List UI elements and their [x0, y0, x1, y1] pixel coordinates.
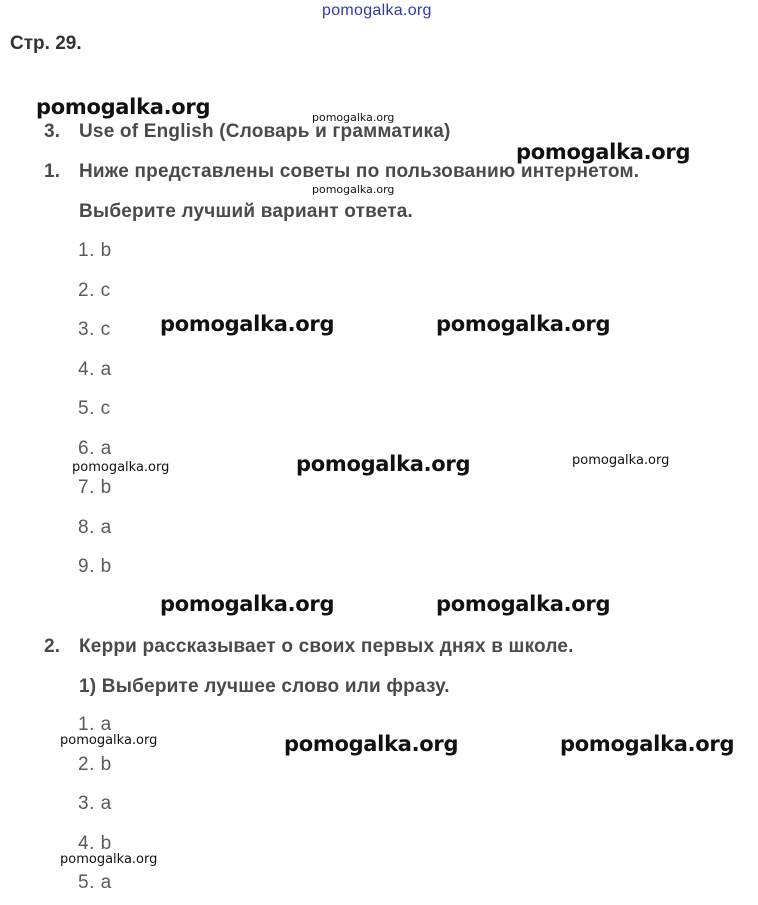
- answer-item: 2. b: [78, 754, 112, 775]
- page-title: Стр. 29.: [10, 33, 82, 54]
- watermark: pomogalka.org: [296, 452, 471, 476]
- task1-heading: [44, 161, 639, 183]
- section-number: 3.: [44, 121, 61, 142]
- task2-number: 2.: [44, 636, 61, 657]
- task2-subtitle: 1) Выберите лучшее слово или фразу.: [79, 676, 450, 697]
- site-link[interactable]: pomogalka.org: [322, 2, 432, 19]
- watermark: pomogalka.org: [312, 111, 395, 124]
- section-heading: [44, 121, 451, 143]
- task1-title-line1: Ниже представлены советы по пользованию интернетом.: [79, 161, 640, 182]
- answer-item: 4. b: [78, 833, 112, 854]
- answer-item: 5. a: [78, 872, 112, 893]
- watermark: pomogalka.org: [516, 140, 691, 164]
- watermark: pomogalka.org: [60, 733, 158, 748]
- watermark: pomogalka.org: [160, 592, 335, 616]
- watermark: pomogalka.org: [436, 312, 611, 336]
- answer-item: 6. a: [78, 438, 112, 459]
- watermark: pomogalka.org: [284, 732, 459, 756]
- answer-item: 1. b: [78, 240, 112, 261]
- answer-item: 7. b: [78, 477, 112, 498]
- answer-item: 3. a: [78, 793, 112, 814]
- watermark: pomogalka.org: [60, 852, 158, 867]
- watermark: pomogalka.org: [436, 592, 611, 616]
- watermark: pomogalka.org: [72, 460, 170, 475]
- answer-item: 2. c: [78, 280, 111, 301]
- section-title: Use of English (Словарь и грамматика): [79, 121, 451, 142]
- task2-title: Керри рассказывает о своих первых днях в школе.: [79, 636, 574, 657]
- watermark: pomogalka.org: [160, 312, 335, 336]
- watermark: pomogalka.org: [312, 183, 395, 196]
- answer-item: 4. a: [78, 359, 112, 380]
- task1-title-line2: Выберите лучший вариант ответа.: [79, 201, 414, 222]
- answer-item: 3. c: [78, 319, 111, 340]
- answer-item: 5. c: [78, 398, 111, 419]
- answer-item: 1. a: [78, 714, 112, 735]
- task1-number: 1.: [44, 161, 61, 182]
- task2-heading: [44, 636, 574, 658]
- answer-item: 8. a: [78, 517, 112, 538]
- watermark: pomogalka.org: [560, 732, 735, 756]
- watermark: pomogalka.org: [572, 453, 670, 468]
- answer-item: 9. b: [78, 556, 112, 577]
- watermark: pomogalka.org: [36, 95, 211, 119]
